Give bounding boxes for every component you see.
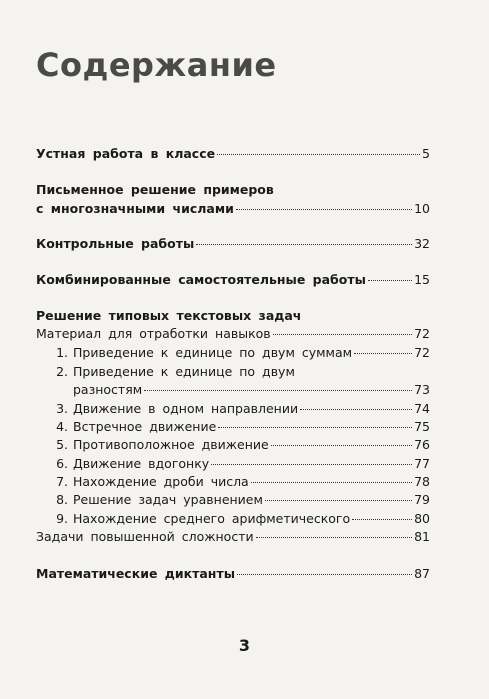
toc-page-number: 72 [414, 345, 430, 360]
toc-entry-title: Контрольные работы [36, 236, 195, 251]
toc-entry[interactable] [36, 236, 430, 252]
toc-page-number: 80 [414, 511, 430, 526]
toc-entry-title: Устная работа в классе [36, 146, 216, 161]
toc-page-number: 75 [414, 419, 430, 434]
toc-entry[interactable] [73, 382, 430, 398]
dot-leader [352, 518, 412, 520]
dot-leader [236, 208, 412, 210]
toc-entry-title: Противоположное движение [73, 437, 269, 452]
toc-entry-number: 7. [56, 474, 68, 489]
toc-entry-title: Движение в одном направлении [73, 401, 299, 416]
toc-entry[interactable] [52, 401, 430, 417]
toc-page-number: 76 [414, 437, 430, 452]
toc-page-number: 5 [422, 146, 430, 161]
toc-entry-title: Математические диктанты [36, 566, 235, 581]
toc-entry-number: 9. [56, 511, 68, 526]
toc-page-number: 81 [414, 529, 430, 544]
toc-entry[interactable] [52, 492, 430, 508]
toc-entry-number: 3. [56, 401, 68, 416]
toc-entry-number: 2. [56, 364, 68, 379]
toc-page-number: 32 [414, 236, 430, 251]
toc-entry-number: 4. [56, 419, 68, 434]
dot-leader [354, 352, 412, 354]
dot-leader [144, 389, 412, 391]
toc-entry-number: 1. [56, 345, 68, 360]
toc-entry-title: разностям [73, 382, 143, 397]
toc-entry-title: Задачи повышенной сложности [36, 529, 254, 544]
toc-entry-title: Нахождение среднего арифметического [73, 511, 351, 526]
toc-entry[interactable] [52, 419, 430, 435]
toc-entry-number: 8. [56, 492, 68, 507]
toc-entry[interactable] [36, 201, 430, 217]
toc-entry[interactable] [36, 566, 430, 582]
toc-entry-number: 6. [56, 456, 68, 471]
toc-entry[interactable] [52, 345, 430, 361]
toc-entry[interactable] [36, 529, 430, 545]
dot-leader [265, 499, 412, 501]
toc-page-number: 78 [414, 474, 430, 489]
toc-entry[interactable] [52, 437, 430, 453]
toc-entry[interactable] [52, 511, 430, 527]
toc-page-number: 74 [414, 401, 430, 416]
dot-leader [218, 426, 412, 428]
toc-page-number: 72 [414, 326, 430, 341]
toc-entry-title: Приведение к единице по двум суммам [73, 345, 353, 360]
dot-leader [256, 536, 412, 538]
toc-page-number: 15 [414, 272, 430, 287]
toc-entry[interactable] [36, 272, 430, 288]
toc-page-number: 73 [414, 382, 430, 397]
toc-entry[interactable] [36, 326, 430, 342]
toc-entry-title: Комбинированные самостоятельные работы [36, 272, 366, 287]
toc-page-number: 79 [414, 492, 430, 507]
toc-entry-line1: Письменное решение примеров [36, 182, 274, 197]
toc-page-number: 77 [414, 456, 430, 471]
dot-leader [251, 481, 412, 483]
dot-leader [300, 408, 412, 410]
dot-leader [368, 279, 412, 281]
dot-leader [273, 333, 412, 335]
toc-entry-title: Материал для отработки навыков [36, 326, 271, 341]
dot-leader [237, 573, 412, 575]
toc-entry-title: Решение задач уравнением [73, 492, 263, 507]
toc-entry[interactable] [52, 474, 430, 490]
toc-entry-title: Движение вдогонку [73, 456, 210, 471]
toc-page-number: 10 [414, 201, 430, 216]
toc-entry-title-line1: Приведение к единице по двум [73, 364, 295, 379]
toc-entry-number: 5. [56, 437, 68, 452]
toc-entry[interactable] [36, 146, 430, 162]
dot-leader [196, 243, 412, 245]
page-title: Содержание [36, 46, 277, 84]
toc-entry[interactable] [52, 456, 430, 472]
toc-entry-title: Нахождение дроби числа [73, 474, 249, 489]
toc-entry-line1 [52, 364, 295, 380]
toc-entry-title: Встречное движение [73, 419, 217, 434]
dot-leader [271, 444, 412, 446]
dot-leader [211, 463, 412, 465]
toc-section-heading: Решение типовых текстовых задач [36, 308, 302, 323]
page-number: 3 [238, 636, 251, 655]
toc-page-number: 87 [414, 566, 430, 581]
toc-entry-title: с многозначными числами [36, 201, 234, 216]
dot-leader [217, 153, 420, 155]
